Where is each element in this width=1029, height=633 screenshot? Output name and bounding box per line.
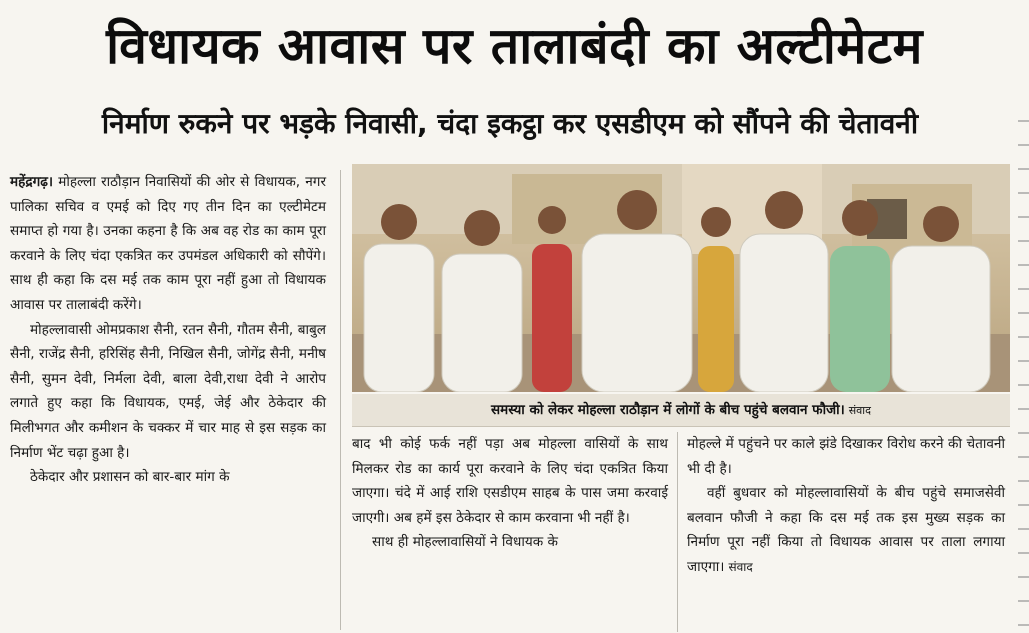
column-3-paragraph-1: मोहल्ले में पहुंचने पर काले झंडे दिखाकर विरोध करने की चेतावनी भी दी है।: [687, 436, 1005, 477]
column-2-paragraph-1: बाद भी कोई फर्क नहीं पड़ा अब मोहल्ला वासियों के साथ मिलकर रोड का कार्य पूरा करवाने के लिए चंदा एकत्रित किया जाएगा। चंदे में आई राशि एसडीएम साहब के पास जमा करवाई जाएगी। अब हमें इस ठेकेदार से काम करवाना भी नहीं है।: [352, 436, 668, 526]
column-1-paragraph-1: [10, 170, 326, 318]
article-column-3: [687, 432, 1005, 580]
column-3-text-2: वहीं बुधवार को मोहल्लावासियों के बीच पहुंचे समाजसेवी बलवान फौजी ने कहा कि दस मई तक इस मुख्य सड़क का निर्माण पूरा नहीं किया तो विधायक आवास पर ताला लगाया जाएगा।: [687, 485, 1005, 575]
column-2-paragraph-2: साथ ही मोहल्लावासियों ने विधायक के: [372, 534, 558, 551]
column-divider: [340, 170, 341, 630]
article-credit: संवाद: [728, 559, 753, 574]
photo-caption: [352, 394, 1010, 427]
group-photo-illustration: [352, 164, 1010, 392]
column-1-paragraph-2: मोहल्लावासी ओमप्रकाश सैनी, रतन सैनी, गौतम सैनी, बाबुल सैनी, राजेंद्र सैनी, हरिसिंह सैनी, निखिल सैनी, जोगेंद्र सैनी, मनीष सैनी, सुमन देवी, निर्मला देवी, बाला देवी,राधा देवी ने आरोप लगाते हुए कहा कि विधायक, एमई, जेई और ठेकेदार की मिलीभगत और कमीशन के चक्कर में चार माह से इस सड़क का निर्माण भेंट चढ़ा हुआ है।: [10, 321, 326, 461]
column-divider: [677, 432, 678, 632]
dateline: महेंद्रगढ़।: [10, 174, 54, 190]
column-1-paragraph-3: ठेकेदार और प्रशासन को बार-बार मांग के: [30, 469, 230, 486]
column-3-paragraph-2: [687, 481, 1005, 579]
news-photo: [352, 164, 1010, 392]
column-1-text-1: मोहल्ला राठौड़ान निवासियों की ओर से विधायक, नगर पालिका सचिव व एमई को दिए गए तीन दिन का एल्टीमेटम समाप्त हो गया है। उनका कहना है कि अब वह रोड का काम पूरा करवाने के लिए चंदा एकत्रित कर उपमंडल अधिकारी को सौपेंगे। साथ ही कहा कि दस मई तक काम पूरा नहीं हुआ तो विधायक आवास पर तालाबंदी करेंगे।: [10, 174, 327, 313]
photo-caption-text: समस्या को लेकर मोहल्ला राठौड़ान में लोगों के बीच पहुंचे बलवान फौजी।: [491, 402, 845, 418]
adjacent-article-edge: [1018, 110, 1029, 630]
headline: विधायक आवास पर तालाबंदी का अल्टीमेटम: [106, 17, 923, 75]
photo-credit: संवाद: [848, 404, 871, 417]
article-column-1: [10, 170, 326, 490]
subheadline: निर्माण रुकने पर भड़के निवासी, चंदा इकट्ठा कर एसडीएम को सौंपने की चेतावनी: [101, 107, 919, 140]
article-column-2: [352, 432, 668, 555]
